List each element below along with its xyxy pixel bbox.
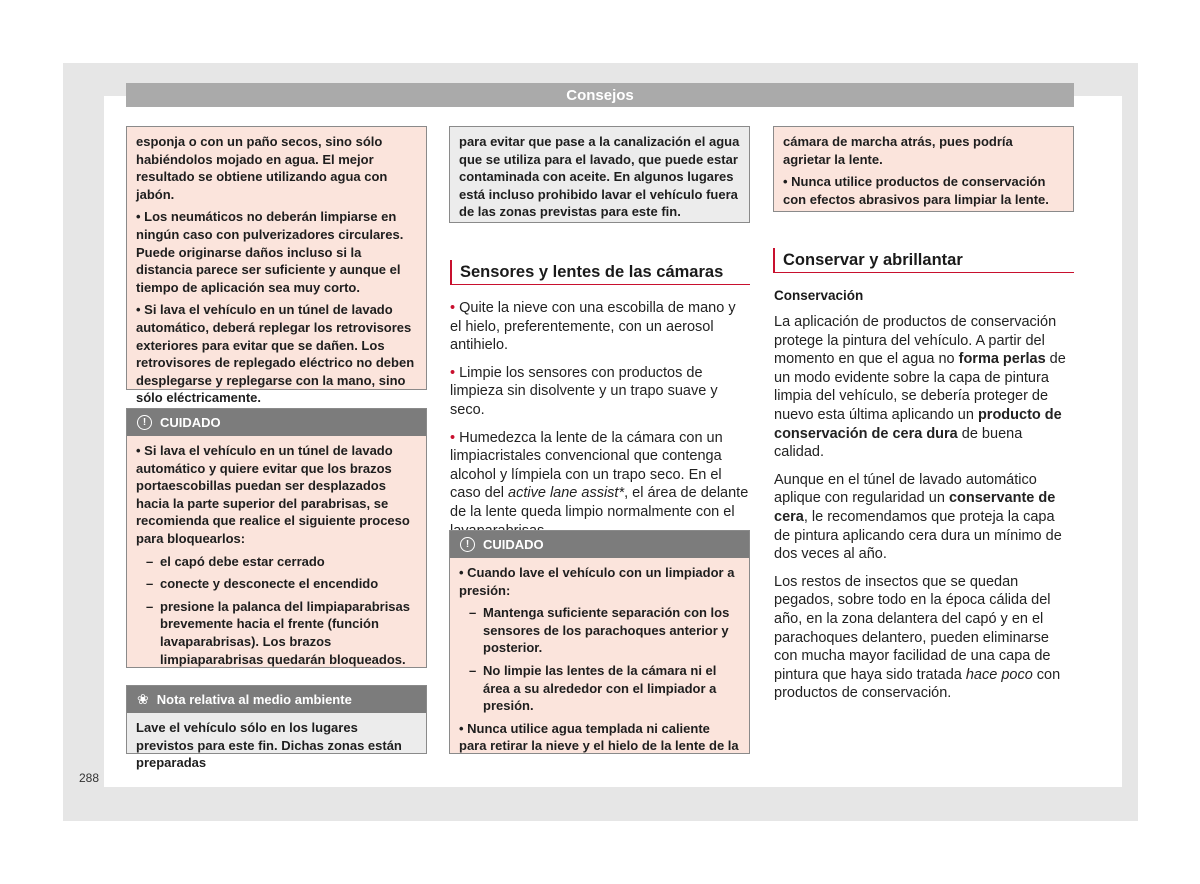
- note-paragraph: • Los neumáticos no deberán limpiarse en ningún caso con pulverizadores circulares. Puede originarse daños incluso si la distancia parece ser suficiente y aunque el tiempo de aplicación sea muy corto.: [136, 209, 404, 295]
- caution-header: [450, 531, 749, 558]
- caution-title: CUIDADO: [483, 537, 544, 552]
- caution-paragraph: cámara de marcha atrás, pues podría agrietar la lente.: [783, 134, 1013, 167]
- caution-box-continued: [773, 126, 1074, 212]
- caution-list-item: – conecte y desconecte el encendido: [136, 575, 417, 593]
- body-paragraph: Los restos de insectos que se quedan pegados, sobre todo en la época cálida del año, en la zona delantera del capó y en el parachoques delantero, pueden eliminarse con mucha mayor facilidad de una capa de pintura que haya sido tratada hace poco con productos de conservación.: [774, 573, 1061, 702]
- flower-icon: ❀: [137, 691, 149, 707]
- bullet-icon: •: [450, 429, 460, 446]
- sensors-body: [450, 299, 750, 549]
- bullet-item: • Limpie los sensores con productos de limpieza sin disolvente y un trapo suave y seco.: [450, 364, 718, 418]
- section-header: Consejos: [126, 83, 1074, 107]
- caution-header: [127, 409, 426, 436]
- environment-note-box-continued: [449, 126, 750, 223]
- caution-box-left: [126, 408, 427, 668]
- caution-list-item: – Mantenga suficiente separación con los sensores de los parachoques anterior y posterior.: [459, 604, 740, 657]
- bullet-icon: •: [450, 300, 460, 316]
- bullet-item: • Humedezca la lente de la cámara con un limpiacristales convencional que contenga alcohol y límpiela con un trapo seco. En el caso del active lane assist*, el área de delante de la lente queda limpio normalmente con el: [450, 429, 749, 520]
- caution-title: CUIDADO: [160, 415, 221, 430]
- caution-paragraph: • Nunca utilice productos de conservación con efectos abrasivos para limpiar la lente.: [783, 174, 1049, 207]
- section-heading-sensors: Sensores y lentes de las cámaras: [450, 260, 750, 285]
- note-paragraph: esponja o con un paño secos, sino sólo habiéndolos mojado en agua. El mejor resultado se obtiene utilizando agua con jabón.: [136, 134, 388, 202]
- environment-note-box: [126, 685, 427, 771]
- subheading-conservacion: Conservación: [774, 288, 864, 303]
- caution-paragraph: • Nunca utilice agua templada ni caliente para retirar la nieve y el hielo de la lente de la: [459, 720, 739, 754]
- caution-list-item: – presione la palanca del limpiaparabrisas brevemente hacia el frente (función lavaparabrisas). Los brazos limpiaparabrisas quedarán bloqueados.: [136, 598, 417, 668]
- caution-box-middle: [449, 530, 750, 754]
- environment-note-header: [127, 686, 426, 713]
- caution-list-item: – el capó debe estar cerrado: [136, 553, 417, 571]
- bullet-icon: •: [450, 364, 460, 381]
- body-paragraph: Aunque en el túnel de lavado automático aplique con regularidad un conservante de cera, le recomendamos que proteja la capa de pintura aplicando cera dura un mínimo de dos veces al año.: [774, 471, 1062, 563]
- note-box-top-left: [126, 126, 427, 406]
- environment-note-paragraph: para evitar que pase a la canalización el agua que se utiliza para el lavado, que puede estar contaminada con aceite. En algunos lugares está incluso prohibido lavar el vehículo fuera de las zonas previstas para este fin.: [459, 134, 740, 220]
- caution-paragraph: • Cuando lave el vehículo con un limpiador a presión:: [459, 565, 735, 598]
- exclamation-circle-icon: !: [137, 415, 152, 430]
- caution-paragraph: • Si lava el vehículo en un túnel de lavado automático y quiere evitar que los brazos portaescobillas puedan ser desplazados hacia la parte superior del parabrisas, se recomienda que realice el siguiente proceso para bloquearlos:: [136, 443, 410, 546]
- bullet-item: • Quite la nieve con una escobilla de mano y el hielo, preferentemente, con un aerosol antihielo.: [450, 300, 736, 354]
- page-number: 288: [79, 771, 100, 785]
- section-heading-conservation: Conservar y abrillantar: [773, 248, 1074, 273]
- exclamation-circle-icon: !: [460, 537, 475, 552]
- caution-list-item: – No limpie las lentes de la cámara ni el área a su alrededor con el limpiador a presión.: [459, 662, 740, 715]
- body-paragraph: La aplicación de productos de conservación protege la pintura del vehículo. A partir del momento en que el agua no forma perlas de un modo evidente sobre la capa de pintura limpia del vehículo, se debería proteger de nuevo esta última aplicando un producto de conservación de cera dura de buena calidad.: [774, 314, 1066, 461]
- conservation-body: [774, 313, 1074, 712]
- environment-note-paragraph: Lave el vehículo sólo en los lugares previstos para este fin. Dichas zonas están preparadas: [136, 720, 402, 771]
- note-paragraph: • Si lava el vehículo en un túnel de lavado automático, deberá replegar los retrovisores exteriores para evitar que se dañen. Los retrovisores de replegado eléctrico no deben desplegarse y replegarse con la mano, sino sólo eléctricamente.: [136, 302, 415, 406]
- environment-note-title: Nota relativa al medio ambiente: [156, 692, 352, 707]
